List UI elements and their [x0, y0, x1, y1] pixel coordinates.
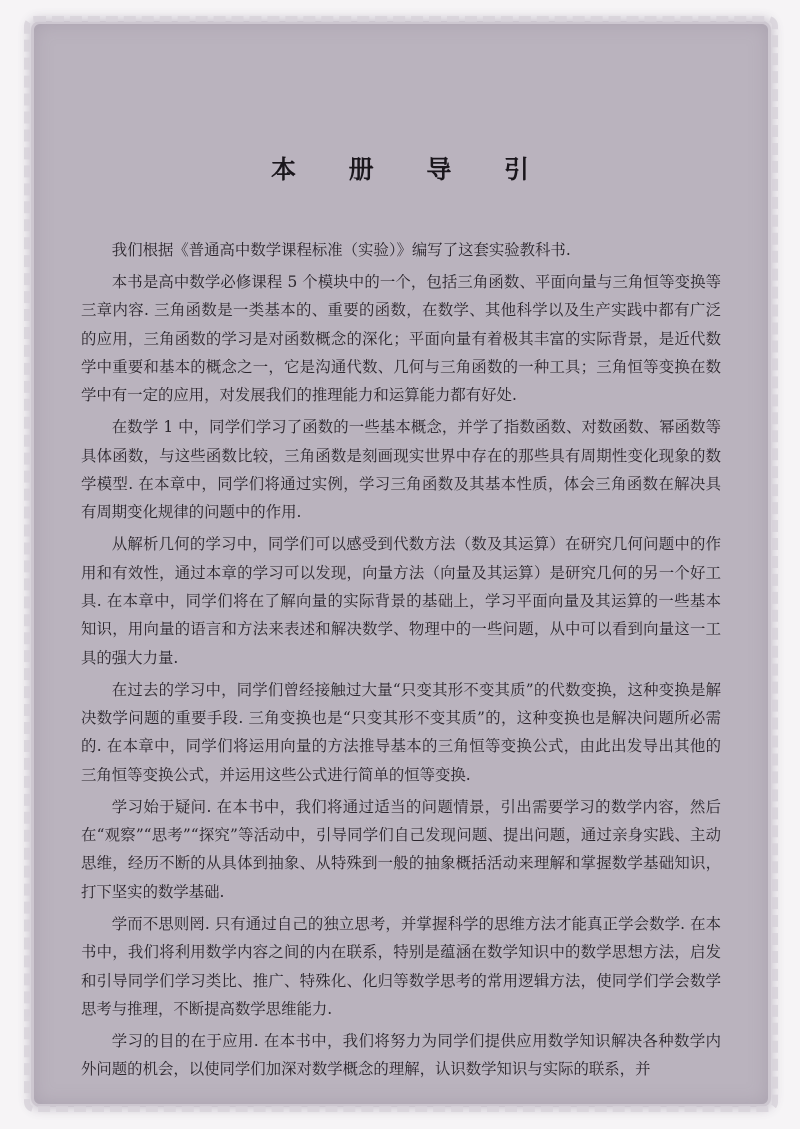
- paragraph: 学而不思则罔. 只有通过自己的独立思考，并掌握科学的思维方法才能真正学会数学. 在本书中，我们将利用数学内容之间的内在联系，特别是蕴涵在数学知识中的数学思想方法，启发和引导同学们学习类比、推广、特殊化、化归等数学思考的常用逻辑方法，使同学们学会数学思考与推理，不断提高数学思维能力.: [81, 914, 721, 1018]
- paragraph: 我们根据《普通高中数学课程标准（实验）》编写了这套实验教科书.: [111, 241, 571, 259]
- body-text: [81, 236, 721, 1087]
- paragraph: 学习始于疑问. 在本书中，我们将通过适当的问题情景，引出需要学习的数学内容，然后在“观察”“思考”“探究”等活动中，引导同学们自己发现问题、提出问题，通过亲身实践、主动思维，经历不断的从具体到抽象、从特殊到一般的抽象概括活动来理解和掌握数学基础知识，打下坚实的数学基础.: [81, 797, 721, 901]
- paragraph: 从解析几何的学习中，同学们可以感受到代数方法（数及其运算）在研究几何问题中的作用和有效性，通过本章的学习可以发现，向量方法（向量及其运算）是研究几何的另一个好工具. 在本章中，同学们将在了解向量的实际背景的基础上，学习平面向量及其运算的一些基本知识，用向量的语言和方法来表述和解决数学、物理中的一些问题，从中可以看到向量这一工具的强大力量.: [81, 535, 721, 667]
- page-title: 本 册 导 引: [270, 155, 552, 184]
- paragraph: 在过去的学习中，同学们曾经接触过大量“只变其形不变其质”的代数变换，这种变换是解决数学问题的重要手段. 三角变换也是“只变其形不变其质”的，这种变换也是解决问题所必需的. 在本章中，同学们将运用向量的方法推导基本的三角恒等变换公式，由此出发导出其他的三角恒等变换公式，并运用这些公式进行简单的恒等变换.: [81, 680, 721, 784]
- paragraph: 在数学 1 中，同学们学习了函数的一些基本概念，并学了指数函数、对数函数、幂函数等具体函数，与这些函数比较，三角函数是刻画现实世界中存在的那些具有周期性变化现象的数学模型. 在本章中，同学们将通过实例，学习三角函数及其基本性质，体会三角函数在解决具有周期变化规律的问题中的作用.: [81, 418, 721, 522]
- paragraph: 本书是高中数学必修课程 5 个模块中的一个，包括三角函数、平面向量与三角恒等变换等三章内容. 三角函数是一类基本的、重要的函数，在数学、其他科学以及生产实践中都有广泛的应用，三角函数的学习是对函数概念的深化；平面向量有着极其丰富的实际背景，是近代数学中重要和基本的概念之一，它是沟通代数、几何与三角函数的一种工具；三角恒等变换在数学中有一定的应用，对发展我们的推理能力和运算能力都有好处.: [81, 272, 721, 405]
- paragraph: 学习的目的在于应用. 在本书中，我们将努力为同学们提供应用数学知识解决各种数学内外问题的机会，以使同学们加深对数学概念的理解，认识数学知识与实际的联系，并: [81, 1031, 721, 1079]
